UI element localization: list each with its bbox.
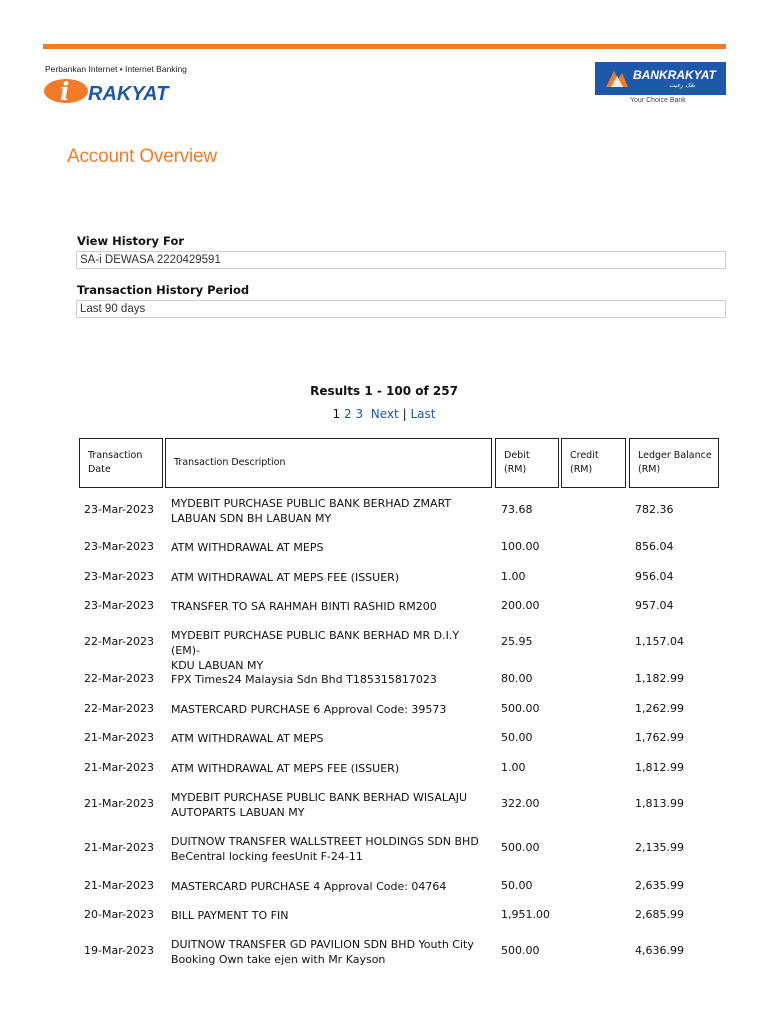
transaction-date: 23-Mar-2023 bbox=[84, 503, 154, 516]
debit-amount: 500.00 bbox=[501, 841, 540, 854]
description-line: ATM WITHDRAWAL AT MEPS FEE (ISSUER) bbox=[171, 762, 400, 775]
bank-slogan: Your Choice Bank bbox=[630, 97, 686, 104]
ledger-balance: 2,685.99 bbox=[635, 908, 684, 921]
svg-text:RAKYAT: RAKYAT bbox=[88, 83, 169, 105]
ledger-balance: 1,157.04 bbox=[635, 635, 684, 648]
bank-logo-box bbox=[595, 62, 726, 95]
description-line: AUTOPARTS LABUAN MY bbox=[171, 806, 305, 819]
svg-text:i: i bbox=[60, 77, 70, 106]
transaction-date: 21-Mar-2023 bbox=[84, 731, 154, 744]
transaction-date: 22-Mar-2023 bbox=[84, 702, 154, 715]
page-link-3[interactable]: 3 bbox=[355, 407, 364, 421]
transaction-description bbox=[171, 790, 491, 820]
header-date: Transaction Date bbox=[79, 438, 163, 488]
header-description: Transaction Description bbox=[165, 438, 492, 488]
debit-amount: 25.95 bbox=[501, 635, 533, 648]
debit-amount: 500.00 bbox=[501, 702, 540, 715]
description-line: MASTERCARD PURCHASE 4 Approval Code: 04764 bbox=[171, 880, 447, 893]
ledger-balance: 2,135.99 bbox=[635, 841, 684, 854]
page-link-2[interactable]: 2 bbox=[344, 407, 352, 421]
description-line: DUITNOW TRANSFER WALLSTREET HOLDINGS SDN BHD bbox=[171, 835, 479, 848]
transaction-date: 19-Mar-2023 bbox=[84, 944, 154, 957]
transaction-date: 23-Mar-2023 bbox=[84, 570, 154, 583]
table-row bbox=[76, 908, 726, 923]
ledger-balance: 1,813.99 bbox=[635, 797, 684, 810]
last-link[interactable]: Last bbox=[410, 407, 436, 421]
transaction-date: 21-Mar-2023 bbox=[84, 841, 154, 854]
description-line: BeCentral locking feesUnit F-24-11 bbox=[171, 850, 363, 863]
ledger-balance: 1,812.99 bbox=[635, 761, 684, 774]
transaction-description bbox=[171, 702, 491, 717]
irakyat-logo-mark bbox=[44, 76, 194, 106]
debit-amount: 80.00 bbox=[501, 672, 533, 685]
description-line: MYDEBIT PURCHASE PUBLIC BANK BERHAD MR D.I.Y (EM)- bbox=[171, 629, 460, 657]
table-row bbox=[76, 540, 726, 555]
header-credit: Credit (RM) bbox=[561, 438, 626, 488]
debit-amount: 322.00 bbox=[501, 797, 540, 810]
ledger-balance: 4,636.99 bbox=[635, 944, 684, 957]
ledger-balance: 1,762.99 bbox=[635, 731, 684, 744]
ledger-balance: 782.36 bbox=[635, 503, 674, 516]
ledger-balance: 1,182.99 bbox=[635, 672, 684, 685]
bank-script: بڠک رعيت bbox=[669, 82, 696, 89]
description-line: TRANSFER TO SA RAHMAH BINTI RASHID RM200 bbox=[171, 600, 437, 613]
debit-amount: 200.00 bbox=[501, 599, 540, 612]
description-line: ATM WITHDRAWAL AT MEPS bbox=[171, 732, 324, 745]
view-history-label: View History For bbox=[77, 234, 185, 248]
transaction-date: 22-Mar-2023 bbox=[84, 635, 154, 648]
description-line: MASTERCARD PURCHASE 6 Approval Code: 39573 bbox=[171, 703, 447, 716]
table-row bbox=[76, 570, 726, 585]
transaction-description bbox=[171, 908, 491, 923]
transaction-date: 20-Mar-2023 bbox=[84, 908, 154, 921]
bank-name: BANKRAKYAT bbox=[633, 68, 716, 82]
table-row bbox=[76, 834, 726, 864]
description-line: DUITNOW TRANSFER GD PAVILION SDN BHD Youth City bbox=[171, 938, 474, 951]
debit-amount: 1.00 bbox=[501, 570, 526, 583]
debit-amount: 50.00 bbox=[501, 731, 533, 744]
results-summary: Results 1 - 100 of 257 bbox=[310, 384, 458, 398]
description-line: MYDEBIT PURCHASE PUBLIC BANK BERHAD ZMART bbox=[171, 497, 452, 510]
pager-separator: | bbox=[402, 407, 407, 421]
header-debit: Debit (RM) bbox=[495, 438, 559, 488]
top-accent-bar bbox=[43, 44, 726, 49]
pagination bbox=[0, 407, 768, 421]
description-line: ATM WITHDRAWAL AT MEPS bbox=[171, 541, 324, 554]
debit-amount: 1,951.00 bbox=[501, 908, 550, 921]
ledger-balance: 856.04 bbox=[635, 540, 674, 553]
transaction-description bbox=[171, 570, 491, 585]
transaction-date: 21-Mar-2023 bbox=[84, 761, 154, 774]
period-select[interactable]: Last 90 days bbox=[76, 300, 726, 318]
ledger-balance: 2,635.99 bbox=[635, 879, 684, 892]
logo-tagline: Perbankan Internet • Internet Banking bbox=[45, 64, 187, 74]
transaction-description bbox=[171, 540, 491, 555]
debit-amount: 1.00 bbox=[501, 761, 526, 774]
description-line: ATM WITHDRAWAL AT MEPS FEE (ISSUER) bbox=[171, 571, 400, 584]
irakyat-logo[interactable] bbox=[44, 64, 204, 108]
table-row bbox=[76, 628, 726, 672]
debit-amount: 100.00 bbox=[501, 540, 540, 553]
transaction-date: 22-Mar-2023 bbox=[84, 672, 154, 685]
description-line: FPX Times24 Malaysia Sdn Bhd T185315817023 bbox=[171, 673, 437, 686]
table-row bbox=[76, 731, 726, 746]
bank-rakyat-logo[interactable] bbox=[595, 62, 726, 108]
transaction-date: 21-Mar-2023 bbox=[84, 879, 154, 892]
ledger-balance: 957.04 bbox=[635, 599, 674, 612]
transaction-description bbox=[171, 731, 491, 746]
transaction-date: 23-Mar-2023 bbox=[84, 540, 154, 553]
table-row bbox=[76, 790, 726, 820]
transaction-description bbox=[171, 761, 491, 776]
page-current: 1 bbox=[332, 407, 341, 421]
transaction-description bbox=[171, 937, 491, 967]
debit-amount: 50.00 bbox=[501, 879, 533, 892]
transaction-date: 23-Mar-2023 bbox=[84, 599, 154, 612]
transaction-description bbox=[171, 879, 491, 894]
table-row bbox=[76, 879, 726, 894]
description-line: LABUAN SDN BH LABUAN MY bbox=[171, 512, 332, 525]
account-select[interactable]: SA-i DEWASA 2220429591 bbox=[76, 251, 726, 269]
page-title: Account Overview bbox=[67, 146, 217, 167]
transaction-description bbox=[171, 496, 491, 526]
description-line: Booking Own take ejen with Mr Kayson bbox=[171, 953, 386, 966]
transaction-description bbox=[171, 834, 491, 864]
next-link[interactable]: Next bbox=[370, 407, 399, 421]
bank-emblem-icon bbox=[603, 67, 631, 91]
transaction-date: 21-Mar-2023 bbox=[84, 797, 154, 810]
period-label: Transaction History Period bbox=[77, 283, 250, 297]
description-line: MYDEBIT PURCHASE PUBLIC BANK BERHAD WISALAJU bbox=[171, 791, 468, 804]
ledger-balance: 1,262.99 bbox=[635, 702, 684, 715]
ledger-balance: 956.04 bbox=[635, 570, 674, 583]
table-row bbox=[76, 702, 726, 717]
table-row bbox=[76, 937, 726, 967]
transaction-description bbox=[171, 672, 491, 687]
table-row bbox=[76, 599, 726, 614]
table-row bbox=[76, 761, 726, 776]
description-line: KDU LABUAN MY bbox=[171, 659, 264, 672]
header-balance: Ledger Balance (RM) bbox=[629, 438, 719, 488]
table-row bbox=[76, 496, 726, 526]
debit-amount: 73.68 bbox=[501, 503, 533, 516]
transaction-description bbox=[171, 628, 491, 673]
table-row bbox=[76, 672, 726, 687]
debit-amount: 500.00 bbox=[501, 944, 540, 957]
transaction-description bbox=[171, 599, 491, 614]
description-line: BILL PAYMENT TO FIN bbox=[171, 909, 289, 922]
